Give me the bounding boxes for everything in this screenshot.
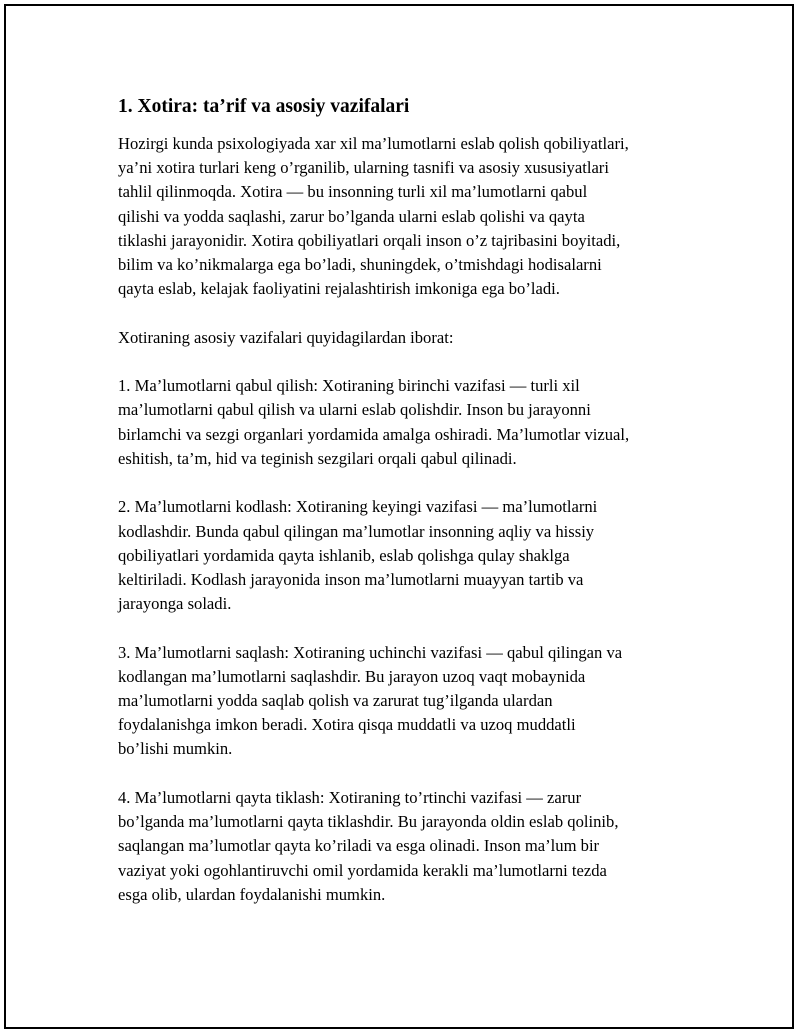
- text-line: 4. Ma’lumotlarni qayta tiklash: Xotiraning to’rtinchi vazifasi — zarur: [118, 787, 582, 807]
- text-line: ma’lumotlarni qabul qilish va ularni eslab qolishdir. Inson bu jarayonni: [118, 400, 591, 420]
- text-line: 2. Ma’lumotlarni kodlash: Xotiraning keyingi vazifasi — ma’lumotlarni: [118, 497, 598, 517]
- text-line: foydalanishga imkon beradi. Xotira qisqa muddatli va uzoq muddatli: [118, 715, 576, 735]
- text-line: Xotiraning asosiy vazifalari quyidagilardan iborat:: [118, 327, 454, 347]
- text-line: bilim va ko’nikmalarga ega bo’ladi, shuningdek, o’tmishdagi hodisalarni: [118, 255, 602, 275]
- text-line: kodlangan ma’lumotlarni saqlashdir. Bu jarayon uzoq vaqt mobaynida: [118, 666, 586, 686]
- paragraph: [118, 786, 688, 907]
- text-line: tahlil qilinmoqda. Xotira — bu insonning turli xil ma’lumotlarni qabul: [118, 182, 588, 202]
- text-line: kodlashdir. Bunda qabul qilingan ma’lumotlar insonning aqliy va hissiy: [118, 521, 595, 541]
- paragraph: [118, 641, 688, 762]
- text-line: qilishi va yodda saqlashi, zarur bo’lganda ularni eslab qolishi va qayta: [118, 206, 585, 226]
- text-line: bo’lganda ma’lumotlarni qayta tiklashdir. Bu jarayonda oldin eslab qolinib,: [118, 812, 619, 832]
- document-body: [118, 95, 688, 931]
- text-line: bo’lishi mumkin.: [118, 739, 233, 759]
- text-line: jarayonga soladi.: [118, 594, 232, 614]
- text-line: tiklashi jarayonidir. Xotira qobiliyatlari orqali inson o’z tajribasini boyitadi,: [118, 230, 621, 250]
- paragraph-list: [118, 132, 688, 907]
- paragraph: [118, 374, 688, 471]
- text-line: qayta eslab, kelajak faoliyatini rejalashtirish imkoniga ega bo’ladi.: [118, 279, 560, 299]
- text-line: Hozirgi kunda psixologiyada xar xil ma’lumotlarni eslab qolish qobiliyatlari,: [118, 134, 629, 153]
- paragraph: [118, 132, 688, 301]
- text-line: birlamchi va sezgi organlari yordamida amalga oshiradi. Ma’lumotlar vizual,: [118, 424, 630, 444]
- text-line: ma’lumotlarni yodda saqlab qolish va zarurat tug’ilganda ulardan: [118, 691, 553, 711]
- text-line: qobiliyatlari yordamida qayta ishlanib, eslab qolishga qulay shaklga: [118, 545, 570, 565]
- text-line: eshitish, ta’m, hid va teginish sezgilari orqali qabul qilinadi.: [118, 448, 517, 468]
- text-line: ya’ni xotira turlari keng o’rganilib, ularning tasnifi va asosiy xususiyatlari: [118, 158, 609, 178]
- paragraph: [118, 326, 688, 350]
- text-line: saqlangan ma’lumotlar qayta ko’riladi va esga olinadi. Inson ma’lum bir: [118, 836, 600, 856]
- text-line: 3. Ma’lumotlarni saqlash: Xotiraning uchinchi vazifasi — qabul qilingan va: [118, 642, 623, 662]
- text-line: 1. Ma’lumotlarni qabul qilish: Xotiraning birinchi vazifasi — turli xil: [118, 376, 580, 396]
- text-line: esga olib, ulardan foydalanishi mumkin.: [118, 884, 386, 904]
- text-line: keltiriladi. Kodlash jarayonida inson ma’lumotlarni muayyan tartib va: [118, 569, 584, 589]
- section-heading: 1. Xotira: ta’rif va asosiy vazifalari: [118, 96, 410, 117]
- text-line: vaziyat yoki ogohlantiruvchi omil yordamida kerakli ma’lumotlarni tezda: [118, 860, 607, 880]
- paragraph: [118, 495, 688, 616]
